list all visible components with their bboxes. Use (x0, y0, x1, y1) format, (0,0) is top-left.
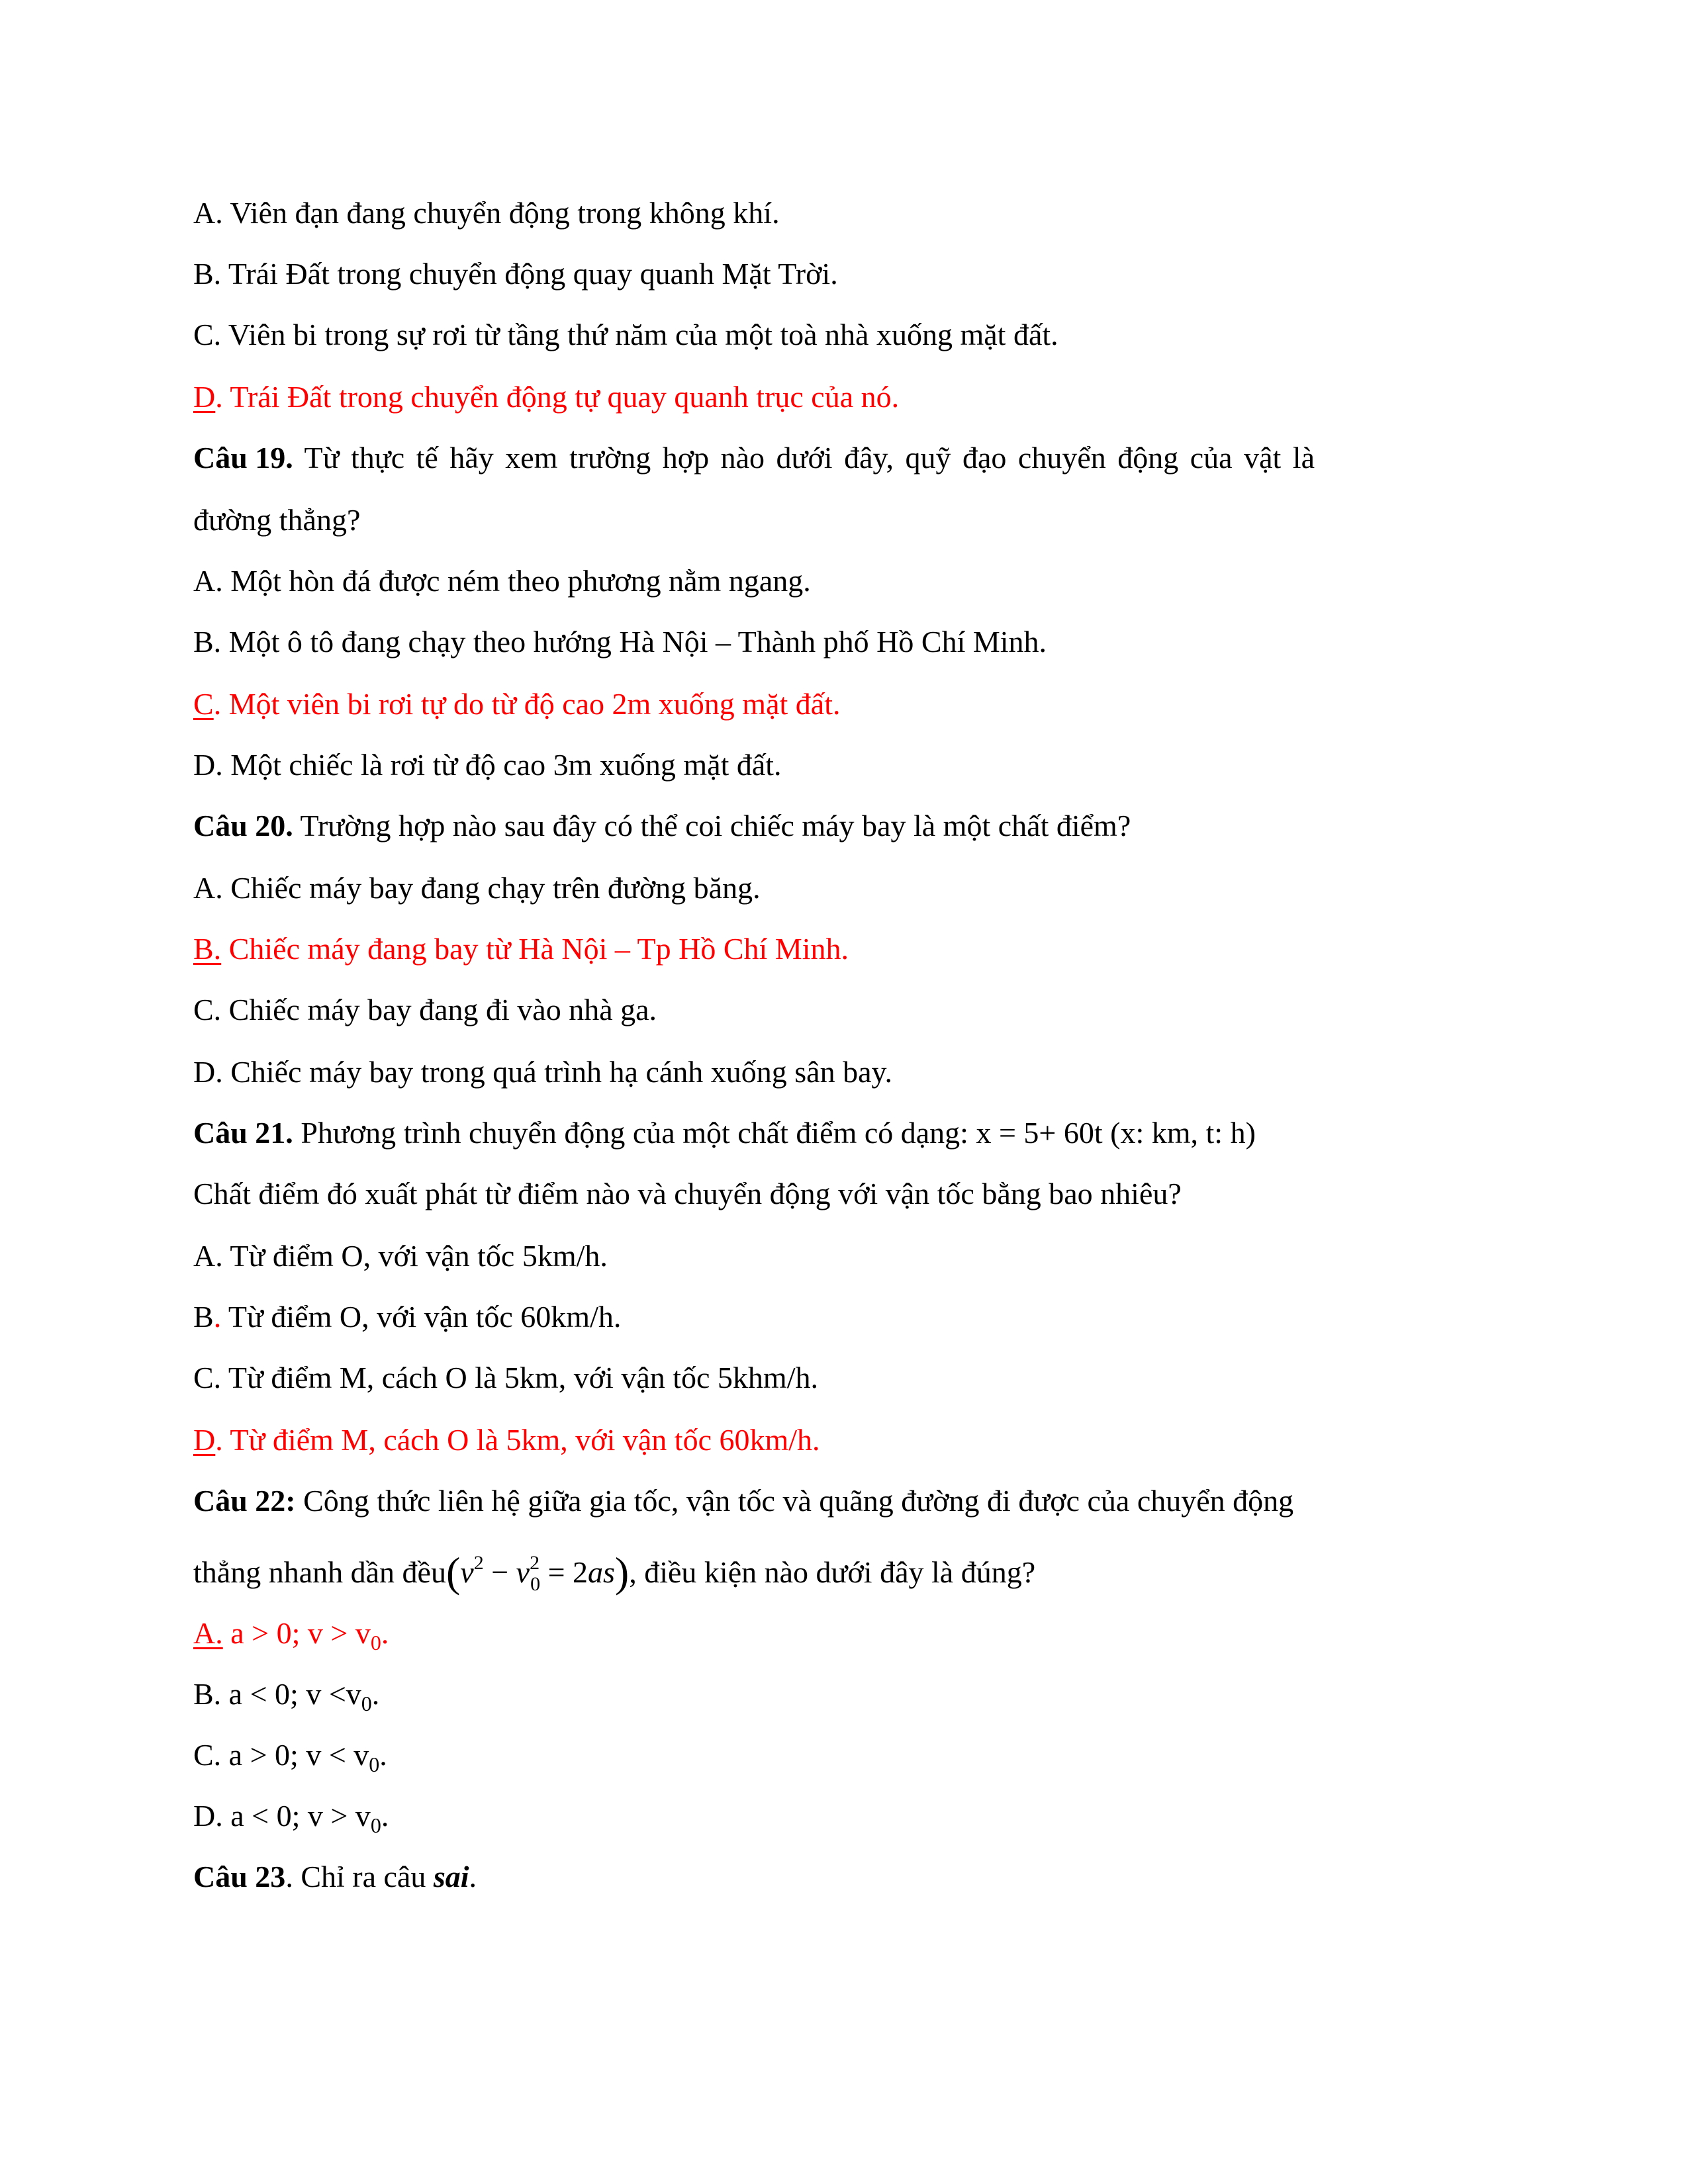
q19-stem-text-1: Từ thực tế hãy xem trường hợp nào dưới đây, quỹ đạo chuyển động của vật là (293, 441, 1315, 475)
q19-stem-continued: đường thẳng? (193, 503, 361, 537)
q19-option-c-correct (193, 686, 840, 723)
formula-v0: v (516, 1555, 530, 1589)
formula-v0-subscript: 0 (530, 1573, 541, 1595)
q22-option-b-end: . (371, 1677, 380, 1711)
q22-option-d-subscript: 0 (370, 1813, 381, 1837)
q20-option-b-text: Chiếc máy đang bay từ Hà Nội – Tp Hồ Chí Minh. (221, 932, 849, 966)
q22-option-a-text: a > 0; v > v (222, 1616, 371, 1650)
formula-open-paren: ( (445, 1549, 461, 1596)
q22-stem-text-1: Công thức liên hệ giữa gia tốc, vận tốc và quãng đường đi được của chuyển động (295, 1484, 1294, 1518)
q22-stem-continued (193, 1545, 1035, 1603)
q20-stem-text: Trường hợp nào sau đây có thể coi chiếc máy bay là một chất điểm? (293, 809, 1131, 842)
q23-stem-end: . (469, 1860, 477, 1893)
q19-answer-letter: C (193, 687, 214, 721)
q18-option-a: A. Viên đạn đang chuyển động trong không khí. (193, 196, 780, 230)
q22-option-c-end: . (379, 1738, 387, 1772)
q22-formula (445, 1549, 630, 1596)
q22-option-a-correct (193, 1615, 389, 1661)
q22-option-a-subscript: 0 (370, 1631, 381, 1655)
q21-option-b (193, 1298, 621, 1336)
q19-stem (193, 439, 1315, 477)
q20-answer-letter: B. (193, 932, 222, 966)
formula-v: v (460, 1555, 474, 1589)
q18-answer-letter: D (193, 380, 216, 414)
q21-option-b-text: Từ điểm O, với vận tốc 60km/h. (221, 1300, 622, 1334)
q21-stem-continued: Chất điểm đó xuất phát từ điểm nào và chuyển động với vận tốc bằng bao nhiêu? (193, 1177, 1182, 1210)
q18-option-d-text: . Trái Đất trong chuyển động tự quay quanh trục của nó. (215, 380, 900, 414)
q19-label: Câu 19. (193, 441, 293, 475)
q21-option-d-text: . Từ điểm M, cách O là 5km, với vận tốc 60km/h. (215, 1423, 820, 1457)
q20-option-a: A. Chiếc máy bay đang chạy trên đường băng. (193, 871, 761, 905)
formula-v-exponent: 2 (473, 1552, 484, 1574)
q23-emphasis: sai (433, 1860, 469, 1893)
q22-option-b-subscript: 0 (361, 1692, 372, 1715)
q19-option-a: A. Một hòn đá được ném theo phương nằm ngang. (193, 564, 811, 598)
q21-answer-letter: D (193, 1423, 216, 1457)
q22-option-d-end: . (381, 1799, 389, 1833)
q22-label: Câu 22: (193, 1484, 296, 1518)
q21-option-d-correct (193, 1422, 820, 1459)
q20-option-b-correct (193, 931, 849, 968)
q22-option-d (193, 1797, 389, 1844)
formula-close-paren: ) (614, 1549, 630, 1596)
q21-label: Câu 21. (193, 1116, 293, 1150)
q22-option-c-text: C. a > 0; v < v (193, 1738, 369, 1772)
q20-option-c: C. Chiếc máy bay đang đi vào nhà ga. (193, 993, 657, 1026)
q22-answer-letter: A. (193, 1616, 223, 1650)
q19-option-b: B. Một ô tô đang chạy theo hướng Hà Nội – Thành phố Hồ Chí Minh. (193, 625, 1047, 659)
q21-option-c: C. Từ điểm M, cách O là 5km, với vận tốc 5khm/h. (193, 1361, 818, 1394)
q22-stem-text-2b: , điều kiện nào dưới đây là đúng? (629, 1555, 1036, 1589)
q23-label: Câu 23 (193, 1860, 286, 1893)
q19-option-d: D. Một chiếc là rơi từ độ cao 3m xuống mặt đất. (193, 748, 782, 782)
q22-option-b (193, 1676, 379, 1722)
q20-label: Câu 20. (193, 809, 293, 842)
q21-option-b-letter: B (193, 1300, 214, 1334)
q22-stem (193, 1482, 1293, 1520)
q23-stem (193, 1858, 477, 1895)
q20-option-d: D. Chiếc máy bay trong quá trình hạ cánh xuống sân bay. (193, 1055, 893, 1089)
q22-option-a-end: . (381, 1616, 389, 1650)
q18-option-d-correct (193, 379, 899, 416)
formula-as: as (588, 1555, 615, 1589)
q22-option-b-text: B. a < 0; v <v (193, 1677, 361, 1711)
q22-option-c-subscript: 0 (369, 1752, 380, 1776)
q20-stem (193, 807, 1131, 844)
formula-v0-exponent: 2 (530, 1552, 540, 1574)
q22-option-c (193, 1737, 387, 1783)
formula-minus: − (483, 1555, 516, 1589)
q21-stem (193, 1115, 1256, 1152)
q22-stem-text-2a: thẳng nhanh dần đều (193, 1555, 446, 1589)
q21-option-a: A. Từ điểm O, với vận tốc 5km/h. (193, 1239, 608, 1273)
q18-option-c: C. Viên bi trong sự rơi từ tầng thứ năm của một toà nhà xuống mặt đất. (193, 318, 1058, 351)
q21-option-b-dot: . (213, 1300, 222, 1334)
formula-equals: = 2 (540, 1555, 588, 1589)
q18-option-b: B. Trái Đất trong chuyển động quay quanh Mặt Trời. (193, 257, 838, 291)
q19-option-c-text: . Một viên bi rơi tự do từ độ cao 2m xuống mặt đất. (213, 687, 841, 721)
q23-stem-text: . Chỉ ra câu (285, 1860, 434, 1893)
q22-option-d-text: D. a < 0; v > v (193, 1799, 371, 1833)
q21-stem-text-1: Phương trình chuyển động của một chất điểm có dạng: x = 5+ 60t (x: km, t: h) (293, 1116, 1256, 1150)
